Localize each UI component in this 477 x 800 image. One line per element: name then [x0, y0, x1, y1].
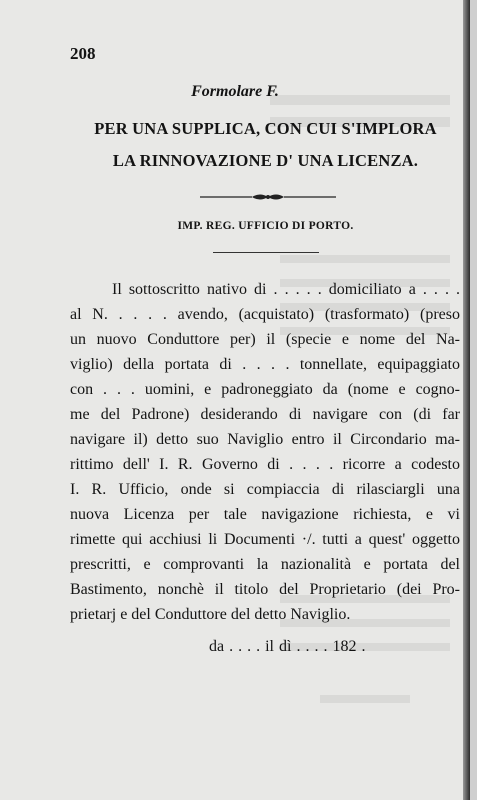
body-line-13: Bastimento, nonchè il titolo del Proprietario (dei Pro-: [70, 581, 460, 598]
date-line: da . . . . il dì . . . . 182 .: [209, 638, 366, 655]
body-line-5: con . . . uomini, e padroneggiato da (nome e cogno-: [70, 381, 460, 398]
body-line-14: prietarj e del Conduttore del detto Naviglio.: [70, 606, 351, 623]
body-line-6: me del Padrone) desiderando di navigare con (di far: [70, 406, 460, 423]
ornament-divider: [200, 192, 336, 202]
body-line-8: rittimo dell' I. R. Governo di . . . . ricorre a codesto: [70, 456, 460, 473]
body-line-7: navigare il) detto suo Naviglio entro il Circondario ma-: [70, 431, 460, 448]
body-line-4: viglio) della portata di . . . . tonnellate, equipaggiato: [70, 356, 460, 373]
page-edge: [463, 0, 470, 800]
body-line-9: I. R. Ufficio, onde si compiaccia di rilasciargli una: [70, 481, 460, 498]
page-number: 208: [70, 44, 96, 63]
title-line-2: LA RINNOVAZIONE D' UNA LICENZA.: [112, 151, 419, 170]
body-line-12: prescritti, e comprovanti la nazionalità e portata del: [70, 556, 460, 573]
title-line-1: PER UNA SUPPLICA, CON CUI S'IMPLORA: [94, 119, 437, 138]
office-heading: IMP. REG. UFFICIO DI PORTO.: [177, 220, 354, 232]
body-line-2: al N. . . . . avendo, (acquistato) (trasformato) (preso: [70, 306, 460, 323]
body-line-1: Il sottoscritto nativo di . . . . . domiciliato a . . . .: [112, 281, 460, 298]
formulary-label: Formolare F.: [191, 83, 279, 100]
body-line-11: rimette qui acchiusi li Documenti ·/. tutti a quest' oggetto: [70, 531, 460, 548]
divider-rule: [213, 252, 319, 253]
body-line-10: nuova Licenza per tale navigazione richiesta, e vi: [70, 506, 460, 523]
body-line-3: un nuovo Conduttore per) il (specie e nome del Na-: [70, 331, 460, 348]
